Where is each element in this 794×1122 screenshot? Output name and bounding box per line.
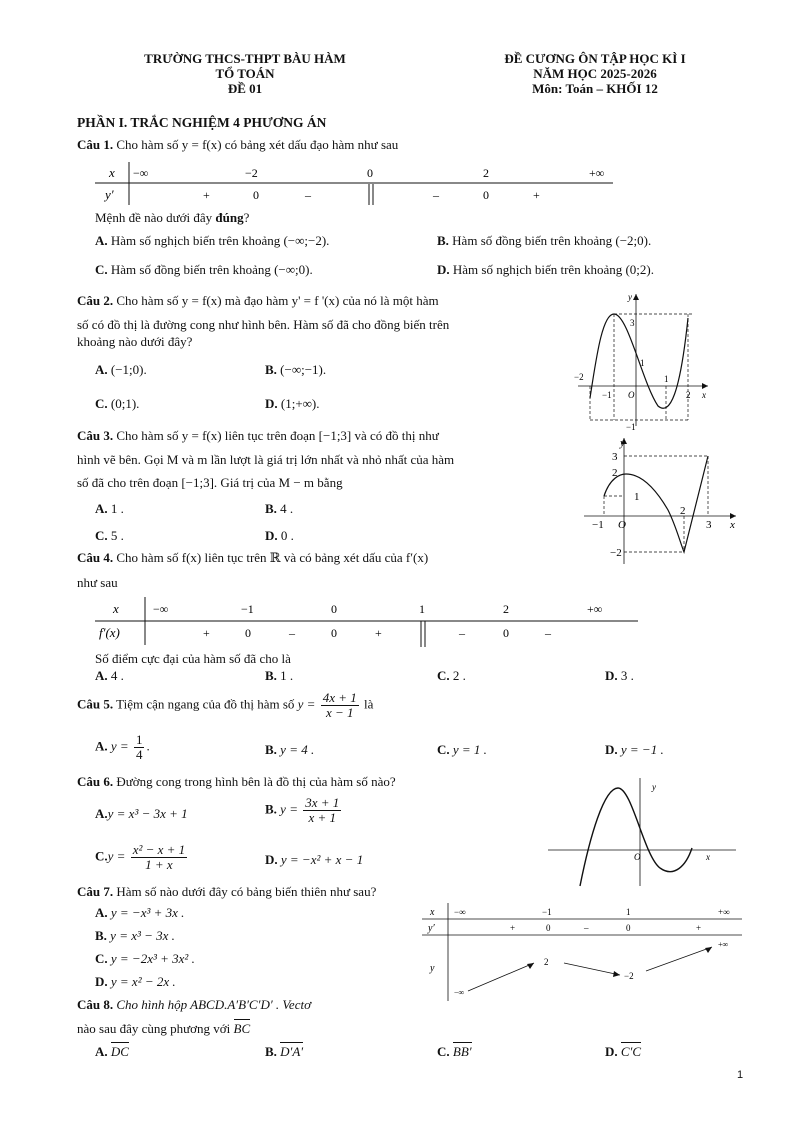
q3-g-x: x [730, 519, 735, 531]
q3-g-x2: 2 [680, 505, 686, 517]
q7-t-x0: −∞ [454, 907, 466, 917]
q3-graph [580, 434, 740, 568]
q1-t-x1: −2 [245, 166, 258, 180]
q7-t-y: y [430, 963, 435, 974]
q3-option-d[interactable]: D. 0 . [265, 528, 294, 543]
q4-option-b[interactable]: B. 1 . [265, 668, 294, 683]
q3-g-t3: 3 [612, 451, 618, 463]
q4-t-x3: 1 [419, 602, 425, 616]
q4-t-s0: + [203, 626, 210, 640]
q7-t-yp: y′ [428, 923, 435, 934]
q3-stem-1: Câu 3. Cho hàm số y = f(x) liên tục trên đoạn [−1;3] và có đồ thị như [77, 428, 439, 443]
q3-g-tm2: −2 [610, 547, 622, 559]
q4-option-c[interactable]: C. 2 . [437, 668, 466, 683]
q4-t-s2: – [289, 626, 295, 640]
q6-g-o: O [634, 852, 641, 862]
q4-t-x4: 2 [503, 602, 509, 616]
q6-option-a[interactable]: A.y = x³ − 3x + 1 [95, 806, 188, 821]
q8-option-b[interactable]: B. D'A' [265, 1044, 304, 1059]
section-title: PHẦN I. TRẮC NGHIỆM 4 PHƯƠNG ÁN [77, 115, 327, 130]
q4-sign-table [95, 597, 640, 647]
q4-t-s1: 0 [245, 626, 251, 640]
q2-g-y: y [628, 292, 632, 302]
q3-g-xm1: −1 [592, 519, 604, 531]
q2-stem-1: Câu 2. Cho hàm số y = f(x) mà đạo hàm y' = f '(x) của nó là một hàm [77, 293, 439, 308]
q4-option-a[interactable]: A. 4 . [95, 668, 124, 683]
q1-t-x2: 0 [367, 166, 373, 180]
q7-option-c[interactable]: C. y = −2x³ + 3x² . [95, 951, 195, 966]
q1-t-x: x [109, 165, 115, 180]
q5-option-c[interactable]: C. y = 1 . [437, 742, 487, 757]
q1-t-s5: 0 [483, 188, 489, 202]
q1-t-y: y′ [105, 187, 114, 202]
q7-t-v2: 2 [544, 957, 549, 967]
q7-t-vm2: −2 [624, 971, 634, 981]
q4-prompt: Số điểm cực đại của hàm số đã cho là [95, 651, 291, 666]
q1-option-a[interactable]: A. Hàm số nghịch biến trên khoảng (−∞;−2). [95, 233, 330, 248]
q2-g-x2: 2 [686, 390, 691, 400]
q4-t-x: x [113, 601, 119, 616]
q8-stem-1: Câu 8. Cho hình hộp ABCD.A′B′C′D′ . Vectơ [77, 997, 312, 1012]
q7-t-s3: 0 [626, 923, 631, 933]
q5-stem: Câu 5. Tiệm cận ngang của đồ thị hàm số y = $\frac{4x + 1}{x - 1}$ là [77, 690, 374, 720]
q1-t-x4: +∞ [589, 166, 605, 180]
q7-t-s1: 0 [546, 923, 551, 933]
q4-t-s8: – [545, 626, 551, 640]
q4-t-x2: 0 [331, 602, 337, 616]
q4-stem-1: Câu 4. Cho hàm số f(x) liên tục trên ℝ và có bảng xét dấu của f′(x) [77, 550, 429, 565]
q8-option-a[interactable]: A. DC [95, 1044, 129, 1059]
q8-option-d[interactable]: D. C′C [605, 1044, 642, 1059]
q7-t-minf: −∞ [454, 988, 465, 997]
q6-option-c[interactable]: C.y = $\frac{\text{x² − x + 1}}{1 + x}$ [95, 842, 186, 872]
q1-prompt: Mệnh đề nào dưới đây đúng? [95, 210, 250, 225]
q3-g-t2: 2 [612, 467, 618, 479]
q1-option-b[interactable]: B. Hàm số đồng biến trên khoảng (−2;0). [437, 233, 652, 248]
q4-t-x5: +∞ [587, 602, 603, 616]
q4-option-d[interactable]: D. 3 . [605, 668, 634, 683]
q2-g-tm1: −1 [626, 422, 636, 430]
q3-stem-3: số đã cho trên đoạn [−1;3]. Giá trị của M − m bằng [77, 475, 343, 490]
q1-t-s2: – [305, 188, 311, 202]
q3-g-t1: 1 [634, 491, 640, 503]
q1-option-c[interactable]: C. Hàm số đồng biến trên khoảng (−∞;0). [95, 262, 313, 277]
q2-option-c[interactable]: C. (0;1). [95, 396, 140, 411]
q7-variation-table [422, 903, 744, 1003]
q6-g-y: y [652, 782, 656, 792]
q7-t-x3: +∞ [718, 907, 730, 917]
q7-t-s4: + [696, 923, 702, 933]
q7-t-x2: 1 [626, 907, 631, 917]
q2-g-xm1: −1 [602, 390, 612, 400]
q1-text: Cho hàm số y = f(x) có bảng xét dấu đạo hàm như sau [116, 137, 399, 152]
exam-code: ĐỀ 01 [227, 81, 263, 96]
q3-option-a[interactable]: A. 1 . [95, 501, 124, 516]
q8-option-c[interactable]: C. BB′ [437, 1044, 472, 1059]
q2-option-b[interactable]: B. (−∞;−1). [265, 362, 327, 377]
q2-g-t3: 3 [630, 318, 635, 328]
q6-option-d[interactable]: D. y = −x² + x − 1 [265, 852, 364, 867]
q7-stem: Câu 7. Hàm số nào dưới đây có bảng biến thiên như sau? [77, 884, 377, 899]
q2-option-d[interactable]: D. (1;+∞). [265, 396, 320, 411]
q4-stem-2: như sau [77, 575, 118, 590]
q4-t-s3: 0 [331, 626, 337, 640]
q1-t-s6: + [533, 188, 540, 202]
q7-t-s2: – [584, 923, 589, 933]
q1-t-s1: 0 [253, 188, 259, 202]
q1-label: Câu 1. [77, 137, 114, 152]
q2-graph [570, 290, 710, 430]
q3-stem-2: hình vẽ bên. Gọi M và m lần lượt là giá trị lớn nhất và nhỏ nhất của hàm [77, 452, 455, 467]
q2-g-xm2: −2 [574, 372, 584, 382]
q7-option-a[interactable]: A. y = −x³ + 3x . [95, 905, 185, 920]
q1-t-x0: −∞ [133, 166, 149, 180]
q2-g-t1: 1 [640, 358, 645, 368]
subject: Môn: Toán – KHỐI 12 [532, 81, 658, 96]
q4-t-x1: −1 [241, 602, 254, 616]
q3-g-y: y [620, 437, 625, 449]
q3-g-x3: 3 [706, 519, 712, 531]
q7-option-b[interactable]: B. y = x³ − 3x . [95, 928, 175, 943]
q6-option-b[interactable]: B. y = $\frac{3x + 1}{x + 1}$ [265, 795, 340, 825]
q1-option-d[interactable]: D. Hàm số nghịch biến trên khoảng (0;2). [437, 262, 654, 277]
q3-option-b[interactable]: B. 4 . [265, 501, 294, 516]
q1-t-s0: + [203, 188, 210, 202]
department: TỔ TOÁN [215, 66, 275, 81]
q7-option-d[interactable]: D. y = x² − 2x . [95, 974, 176, 989]
q1-stem [77, 137, 398, 153]
q5-option-d[interactable]: D. y = −1 . [605, 742, 664, 757]
q2-g-x1: 1 [664, 374, 669, 384]
q4-t-y: f′(x) [99, 625, 120, 640]
q2-g-o: O [628, 390, 635, 400]
q4-t-s4: + [375, 626, 382, 640]
page-number: 1 [737, 1069, 744, 1081]
q1-sign-table [95, 162, 615, 206]
q7-t-pinf: +∞ [718, 940, 729, 949]
q1-t-x3: 2 [483, 166, 489, 180]
q5-option-b[interactable]: B. y = 4 . [265, 742, 315, 757]
school-year: NĂM HỌC 2025-2026 [533, 66, 657, 81]
q5-option-a[interactable]: A. y = $\frac{1}{4}$ . [95, 732, 150, 762]
q4-t-s6: – [459, 626, 465, 640]
q3-g-o: O [618, 519, 626, 531]
q3-option-c[interactable]: C. 5 . [95, 528, 124, 543]
q8-stem-2: nào sau đây cùng phương với BC [77, 1021, 251, 1036]
q4-t-x0: −∞ [153, 602, 169, 616]
q2-option-a[interactable]: A. (−1;0). [95, 362, 147, 377]
q7-t-x1: −1 [542, 907, 552, 917]
q6-g-x: x [706, 852, 710, 862]
q4-t-s7: 0 [503, 626, 509, 640]
school-name: TRƯỜNG THCS-THPT BÀU HÀM [144, 51, 346, 66]
q6-stem: Câu 6. Đường cong trong hình bên là đồ thị của hàm số nào? [77, 774, 396, 789]
q6-graph [548, 776, 738, 888]
doc-title: ĐỀ CƯƠNG ÔN TẬP HỌC KÌ I [504, 51, 686, 66]
q2-stem-3: khoảng nào dưới đây? [77, 334, 193, 349]
q7-t-s0: + [510, 923, 516, 933]
q1-t-s4: – [433, 188, 439, 202]
q2-stem-2: số có đồ thị là đường cong như hình bên. Hàm số đã cho đồng biến trên [77, 317, 450, 332]
q7-t-x: x [430, 907, 435, 918]
q2-g-x: x [702, 390, 706, 400]
